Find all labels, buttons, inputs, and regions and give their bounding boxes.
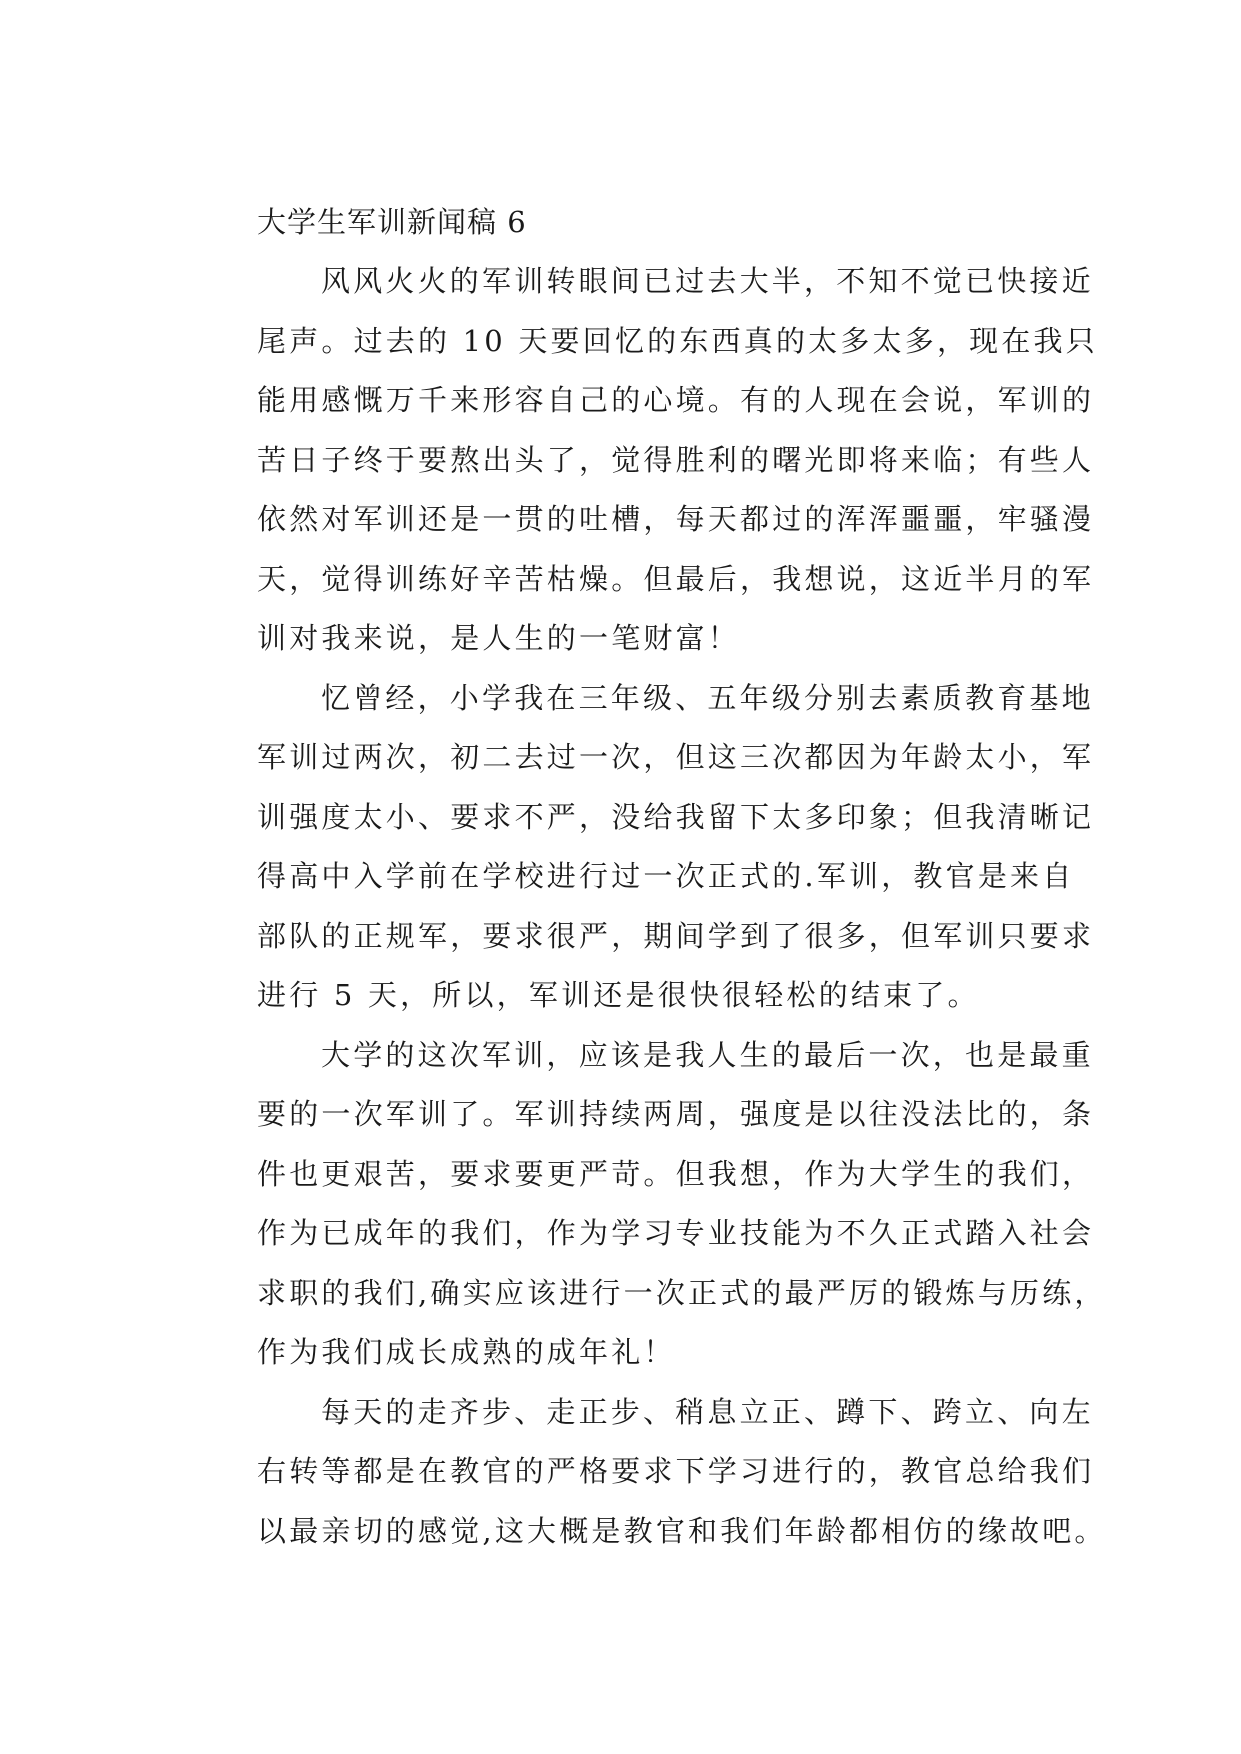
- paragraph-line: 天，觉得训练好辛苦枯燥。但最后，我想说，这近半月的军: [257, 561, 1095, 596]
- paragraph-line: 苦日子终于要熬出头了，觉得胜利的曙光即将来临；有些人: [257, 442, 1095, 477]
- paragraph-line: 件也更艰苦，要求要更严苛。但我想，作为大学生的我们，: [257, 1156, 1095, 1191]
- paragraph-line: 风风火火的军训转眼间已过去大半，不知不觉已快接近: [321, 264, 1094, 298]
- document-title: 大学生军训新闻稿 6: [257, 205, 527, 239]
- paragraph-line: 作为我们成长成熟的成年礼！: [257, 1335, 676, 1369]
- paragraph-line: 得高中入学前在学校进行过一次正式的.军训，教官是来自: [257, 859, 1075, 893]
- paragraph-line: 部队的正规军，要求很严，期间学到了很多，但军训只要求: [257, 918, 1095, 953]
- paragraph-line: 尾声。过去的 10 天要回忆的东西真的太多太多，现在我只: [257, 323, 1098, 358]
- paragraph-line: 能用感慨万千来形容自己的心境。有的人现在会说，军训的: [257, 383, 1095, 417]
- paragraph-2: [193, 669, 1095, 1026]
- paragraph-line: 训强度太小、要求不严，没给我留下太多印象；但我清晰记: [257, 799, 1095, 834]
- paragraph-1: [193, 252, 1098, 669]
- paragraph-line: 依然对军训还是一贯的吐槽，每天都过的浑浑噩噩，牢骚漫: [257, 502, 1095, 536]
- paragraph-line: 每天的走齐步、走正步、稍息立正、蹲下、跨立、向左: [321, 1394, 1094, 1429]
- paragraph-line: 以最亲切的感觉,这大概是教官和我们年龄都相仿的缘故吧。: [257, 1513, 1107, 1548]
- paragraph-4: [193, 1383, 1107, 1562]
- paragraph-line: 求职的我们,确实应该进行一次正式的最严厉的锻炼与历练，: [257, 1275, 1107, 1310]
- paragraph-line: 训对我来说，是人生的一笔财富！: [257, 621, 741, 655]
- paragraph-line: 要的一次军训了。军训持续两周，强度是以往没法比的，条: [257, 1097, 1095, 1131]
- document-body: [193, 193, 1107, 1561]
- paragraph-3: [193, 1026, 1107, 1383]
- paragraph-line: 右转等都是在教官的严格要求下学习进行的，教官总给我们: [257, 1454, 1095, 1488]
- paragraph-line: 大学的这次军训，应该是我人生的最后一次，也是最重: [321, 1037, 1094, 1072]
- paragraph-line: 作为已成年的我们，作为学习专业技能为不久正式踏入社会: [257, 1216, 1095, 1250]
- paragraph-line: 忆曾经，小学我在三年级、五年级分别去素质教育基地: [321, 680, 1094, 715]
- paragraph-line: 军训过两次，初二去过一次，但这三次都因为年龄太小，军: [257, 740, 1095, 774]
- paragraph-line: 进行 5 天，所以，军训还是很快很轻松的结束了。: [257, 978, 980, 1012]
